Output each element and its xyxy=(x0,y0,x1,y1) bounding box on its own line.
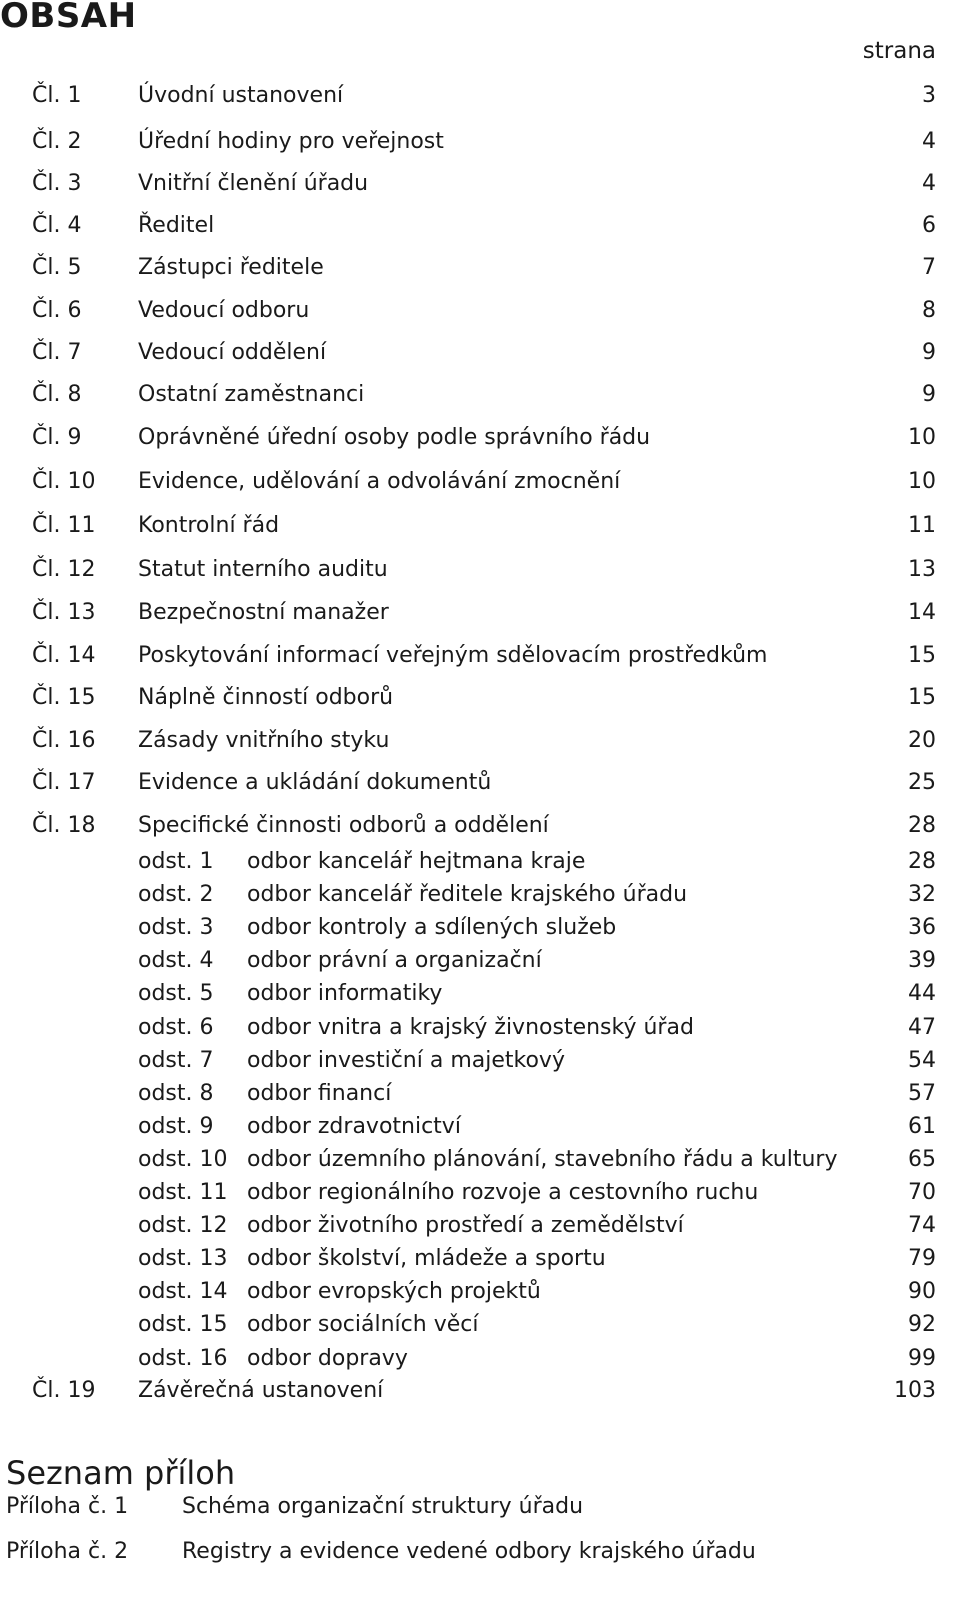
toc-title: Evidence, udělování a odvolávání zmocnění xyxy=(138,469,621,494)
toc-page-number: 9 xyxy=(922,340,936,365)
toc-article-row xyxy=(0,295,960,327)
appendix-item xyxy=(0,1535,960,1569)
toc-number: Čl. 11 xyxy=(32,513,96,538)
toc-subsection-row xyxy=(0,1177,960,1209)
toc-number: Čl. 17 xyxy=(32,770,96,795)
toc-article-row xyxy=(0,682,960,714)
toc-article-row xyxy=(0,640,960,672)
toc-page-number: 47 xyxy=(908,1015,936,1040)
toc-page-number: 92 xyxy=(908,1312,936,1337)
toc-page-number: 7 xyxy=(922,255,936,280)
toc-article-row xyxy=(0,168,960,200)
toc-page-number: 99 xyxy=(908,1346,936,1371)
toc-subsection-row xyxy=(0,1243,960,1275)
toc-number: odst. 14 xyxy=(138,1279,228,1304)
toc-page-number: 25 xyxy=(908,770,936,795)
toc-article-row xyxy=(0,725,960,757)
toc-title: Úřední hodiny pro veřejnost xyxy=(138,129,444,154)
toc-number: odst. 12 xyxy=(138,1213,228,1238)
toc-page-number: 36 xyxy=(908,915,936,940)
toc-page-number: 9 xyxy=(922,382,936,407)
toc-title: Vedoucí oddělení xyxy=(138,340,327,365)
toc-number: odst. 5 xyxy=(138,981,214,1006)
toc-article-row xyxy=(0,252,960,284)
toc-page-number: 70 xyxy=(908,1180,936,1205)
toc-subsection-row xyxy=(0,1343,960,1375)
page-column-label: strana xyxy=(862,38,936,64)
toc-subsection-row xyxy=(0,1144,960,1176)
toc-article-row xyxy=(0,126,960,158)
toc-title: odbor územního plánování, stavebního řádu a kultury xyxy=(247,1147,838,1172)
toc-subsection-row xyxy=(0,1210,960,1242)
toc-article-row xyxy=(0,810,960,842)
toc-number: Čl. 8 xyxy=(32,382,82,407)
toc-title: odbor právní a organizační xyxy=(247,948,542,973)
toc-page-number: 90 xyxy=(908,1279,936,1304)
toc-number: Čl. 9 xyxy=(32,425,82,450)
toc-title: Náplně činností odborů xyxy=(138,685,394,710)
toc-number: Čl. 5 xyxy=(32,255,82,280)
toc-page-number: 8 xyxy=(922,298,936,323)
toc-subsection-row xyxy=(0,1276,960,1308)
toc-subsection-row xyxy=(0,912,960,944)
toc-number: odst. 4 xyxy=(138,948,214,973)
toc-number: odst. 3 xyxy=(138,915,214,940)
toc-page-number: 4 xyxy=(922,171,936,196)
toc-subsection-row xyxy=(0,1078,960,1110)
toc-article-row xyxy=(0,466,960,498)
toc-number: Čl. 6 xyxy=(32,298,82,323)
toc-title: odbor investiční a majetkový xyxy=(247,1048,565,1073)
toc-page-number: 11 xyxy=(908,513,936,538)
toc-page-number: 10 xyxy=(908,469,936,494)
appendix-heading: Seznam příloh xyxy=(6,1454,236,1492)
toc-title: odbor životního prostředí a zemědělství xyxy=(247,1213,684,1238)
toc-title: odbor školství, mládeže a sportu xyxy=(247,1246,606,1271)
toc-title: Vnitřní členění úřadu xyxy=(138,171,369,196)
toc-title: odbor sociálních věcí xyxy=(247,1312,479,1337)
toc-subsection-row xyxy=(0,978,960,1010)
toc-article-row xyxy=(0,210,960,242)
toc-article-row xyxy=(0,597,960,629)
toc-article-row xyxy=(0,422,960,454)
toc-number: Čl. 10 xyxy=(32,469,96,494)
toc-number: Čl. 13 xyxy=(32,600,96,625)
toc-page-number: 28 xyxy=(908,813,936,838)
toc-page-number: 20 xyxy=(908,728,936,753)
appendix-item xyxy=(0,1490,960,1524)
toc-number: Čl. 14 xyxy=(32,643,96,668)
toc-title: Evidence a ukládání dokumentů xyxy=(138,770,492,795)
toc-title: Oprávněné úřední osoby podle správního řádu xyxy=(138,425,651,450)
toc-article-row xyxy=(0,379,960,411)
toc-subsection-row xyxy=(0,846,960,878)
toc-page-number: 14 xyxy=(908,600,936,625)
toc-article-row xyxy=(0,554,960,586)
toc-page-number: 65 xyxy=(908,1147,936,1172)
toc-title: odbor regionálního rozvoje a cestovního ruchu xyxy=(247,1180,759,1205)
toc-title: Zástupci ředitele xyxy=(138,255,324,280)
toc-page-number: 15 xyxy=(908,643,936,668)
toc-number: Příloha č. 1 xyxy=(6,1494,129,1519)
toc-page-number: 6 xyxy=(922,213,936,238)
toc-page-number: 54 xyxy=(908,1048,936,1073)
toc-number: odst. 1 xyxy=(138,849,214,874)
toc-page-number: 61 xyxy=(908,1114,936,1139)
toc-title: odbor financí xyxy=(247,1081,392,1106)
toc-title: Kontrolní řád xyxy=(138,513,280,538)
toc-title: Vedoucí odboru xyxy=(138,298,310,323)
toc-number: Čl. 15 xyxy=(32,685,96,710)
toc-subsection-row xyxy=(0,945,960,977)
toc-number: Příloha č. 2 xyxy=(6,1539,129,1564)
toc-page-number: 79 xyxy=(908,1246,936,1271)
toc-subsection-row xyxy=(0,879,960,911)
toc-number: Čl. 18 xyxy=(32,813,96,838)
toc-title: odbor evropských projektů xyxy=(247,1279,541,1304)
toc-title: odbor zdravotnictví xyxy=(247,1114,461,1139)
toc-title: Statut interního auditu xyxy=(138,557,388,582)
toc-page-number: 13 xyxy=(908,557,936,582)
toc-number: odst. 6 xyxy=(138,1015,214,1040)
toc-number: odst. 11 xyxy=(138,1180,228,1205)
toc-title: odbor dopravy xyxy=(247,1346,408,1371)
toc-number: Čl. 19 xyxy=(32,1378,96,1403)
toc-subsection-row xyxy=(0,1045,960,1077)
toc-number: odst. 9 xyxy=(138,1114,214,1139)
toc-title: odbor kancelář ředitele krajského úřadu xyxy=(247,882,688,907)
toc-number: odst. 10 xyxy=(138,1147,228,1172)
toc-page-number: 15 xyxy=(908,685,936,710)
toc-number: Čl. 2 xyxy=(32,129,82,154)
toc-title: Ředitel xyxy=(138,213,215,238)
toc-page-number: 57 xyxy=(908,1081,936,1106)
toc-title: odbor kancelář hejtmana kraje xyxy=(247,849,586,874)
toc-subsection-row xyxy=(0,1111,960,1143)
toc-page-number: 103 xyxy=(894,1378,936,1403)
toc-number: Čl. 12 xyxy=(32,557,96,582)
toc-title: odbor informatiky xyxy=(247,981,443,1006)
toc-number: Čl. 4 xyxy=(32,213,82,238)
toc-title: odbor kontroly a sdílených služeb xyxy=(247,915,617,940)
toc-article-row xyxy=(0,80,960,112)
toc-number: odst. 13 xyxy=(138,1246,228,1271)
toc-page-number: 10 xyxy=(908,425,936,450)
toc-title: Ostatní zaměstnanci xyxy=(138,382,365,407)
toc-number: odst. 16 xyxy=(138,1346,228,1371)
toc-page-number: 44 xyxy=(908,981,936,1006)
toc-number: Čl. 3 xyxy=(32,171,82,196)
toc-title: Poskytování informací veřejným sdělovacím prostředkům xyxy=(138,643,768,668)
toc-title: Registry a evidence vedené odbory krajského úřadu xyxy=(182,1539,756,1564)
toc-number: odst. 15 xyxy=(138,1312,228,1337)
toc-title: Závěrečná ustanovení xyxy=(138,1378,384,1403)
toc-page-number: 32 xyxy=(908,882,936,907)
toc-page-number: 4 xyxy=(922,129,936,154)
toc-page-number: 74 xyxy=(908,1213,936,1238)
toc-page-number: 28 xyxy=(908,849,936,874)
toc-title: Zásady vnitřního styku xyxy=(138,728,390,753)
toc-article-row xyxy=(0,767,960,799)
toc-article-row xyxy=(0,510,960,542)
toc-subsection-row xyxy=(0,1012,960,1044)
page-title: OBSAH xyxy=(0,0,137,36)
toc-article-row xyxy=(0,1375,960,1407)
toc-number: odst. 2 xyxy=(138,882,214,907)
toc-page-number: 3 xyxy=(922,83,936,108)
toc-title: Schéma organizační struktury úřadu xyxy=(182,1494,584,1519)
toc-title: Úvodní ustanovení xyxy=(138,83,344,108)
toc-number: odst. 7 xyxy=(138,1048,214,1073)
toc-number: Čl. 16 xyxy=(32,728,96,753)
toc-page-number: 39 xyxy=(908,948,936,973)
toc-title: Bezpečnostní manažer xyxy=(138,600,389,625)
toc-title: odbor vnitra a krajský živnostenský úřad xyxy=(247,1015,694,1040)
toc-subsection-row xyxy=(0,1309,960,1341)
toc-number: odst. 8 xyxy=(138,1081,214,1106)
toc-title: Specifické činnosti odborů a oddělení xyxy=(138,813,549,838)
toc-number: Čl. 1 xyxy=(32,83,82,108)
toc-number: Čl. 7 xyxy=(32,340,82,365)
toc-article-row xyxy=(0,337,960,369)
